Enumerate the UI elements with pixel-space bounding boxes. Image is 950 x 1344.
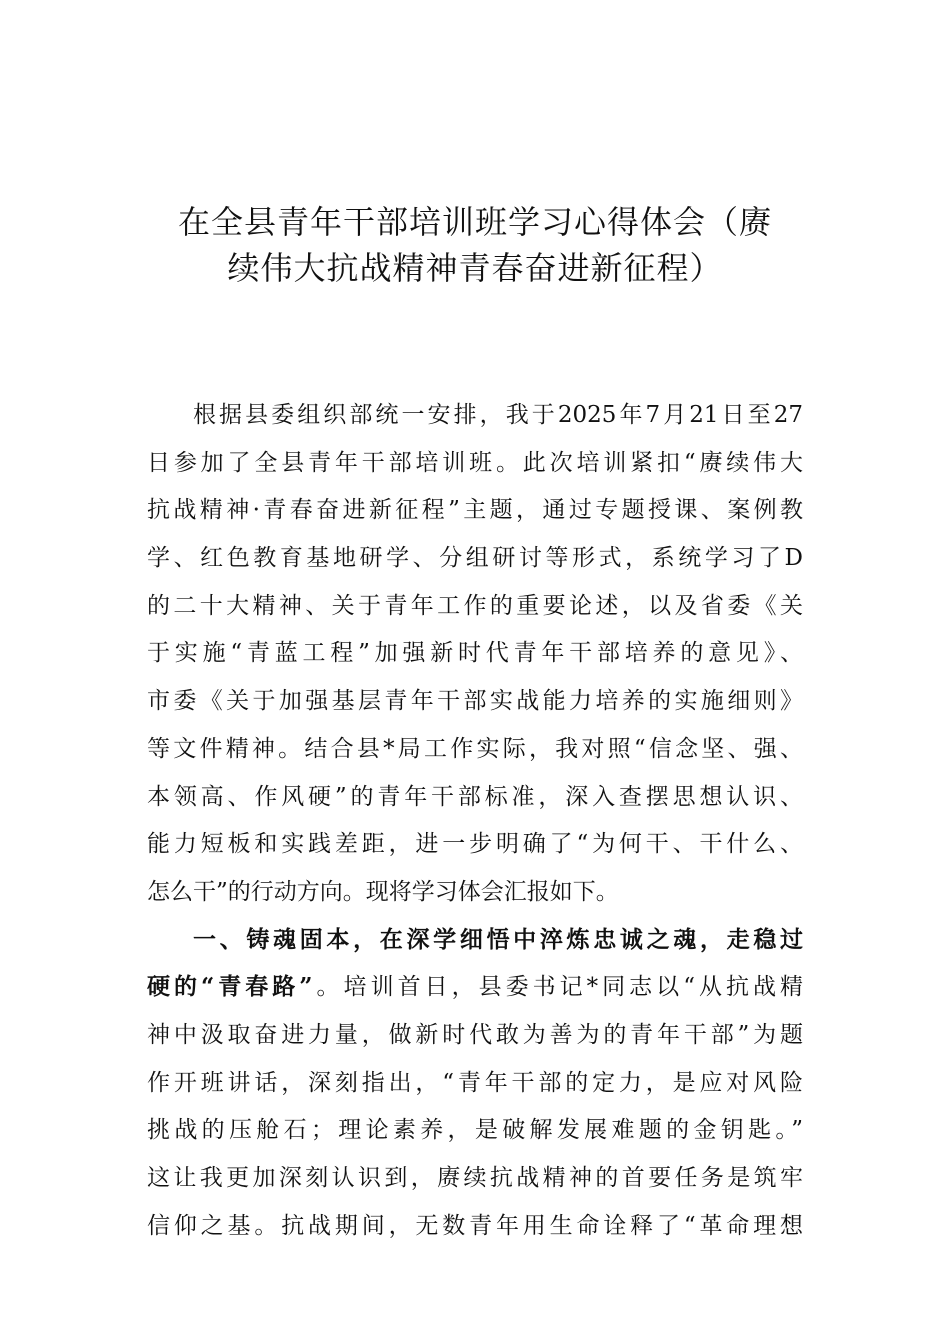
- text: 怎么干”的行动方向。现将学习体会汇报如下。: [147, 878, 619, 905]
- text: 。培训首日，县委书记*同志以“从抗战精: [312, 974, 803, 1001]
- text: 这让我更加深刻认识到，赓续抗战精神的首要任务是筑牢: [147, 1165, 803, 1191]
- text: 根据县委组织部统一安排，我于2025年7月21日至27: [193, 402, 803, 428]
- section-heading-line: [147, 916, 803, 964]
- text: 日参加了全县青年干部培训班。此次培训紧扣“赓续伟大: [147, 449, 803, 476]
- body-line: [147, 534, 803, 582]
- bold-text: 一、铸魂固本，在深学细悟中淬炼忠诚之魂，走稳过: [193, 925, 803, 953]
- text: 本领高、作风硬”的青年干部标准，深入查摆思想认识、: [147, 783, 803, 810]
- text: 能力短板和实践差距，进一步明确了“为何干、干什么、: [147, 831, 803, 858]
- body-line: [147, 1106, 803, 1154]
- text: 等文件精神。结合县*局工作实际，我对照“信念坚、强、: [147, 735, 803, 762]
- text: 抗战精神·青春奋进新征程”主题，通过专题授课、案例教: [147, 497, 803, 524]
- text: 于实施“青蓝工程”加强新时代青年干部培养的意见》、: [147, 640, 803, 667]
- text: 神中汲取奋进力量，做新时代敢为善为的青年干部”为题: [147, 1021, 803, 1048]
- body-line: [147, 1011, 803, 1059]
- body-line: [147, 582, 803, 630]
- document-title-line-2: 续伟大抗战精神青春奋进新征程）: [227, 249, 723, 287]
- text: 挑战的压舱石；理论素养，是破解发展难题的金钥匙。”: [147, 1117, 803, 1144]
- text: 信仰之基。抗战期间，无数青年用生命诠释了“革命理想: [147, 1212, 803, 1239]
- body-line: [147, 439, 803, 487]
- body-line: [147, 391, 803, 439]
- body-line: [147, 963, 803, 1011]
- body-line: [147, 820, 803, 868]
- body-line: [147, 1154, 803, 1202]
- body-line: [147, 1059, 803, 1107]
- bold-text: 硬的“青春路”: [147, 973, 313, 1001]
- document-title-line-1: 在全县青年干部培训班学习心得体会（赓: [177, 203, 772, 241]
- text: 市委《关于加强基层青年干部实战能力培养的实施细则》: [147, 688, 803, 715]
- body-line: [147, 773, 803, 821]
- body-line: [147, 486, 803, 534]
- body-line: [147, 1202, 803, 1250]
- body-line: [147, 868, 803, 916]
- body-line: [147, 629, 803, 677]
- body-line: [147, 677, 803, 725]
- text: 学、红色教育基地研学、分组研讨等形式，系统学习了D: [147, 545, 803, 572]
- body-line: [147, 725, 803, 773]
- text: 作开班讲话，深刻指出，“青年干部的定力，是应对风险: [147, 1069, 803, 1096]
- document-body: [147, 391, 803, 1249]
- text: 的二十大精神、关于青年工作的重要论述，以及省委《关: [147, 592, 803, 619]
